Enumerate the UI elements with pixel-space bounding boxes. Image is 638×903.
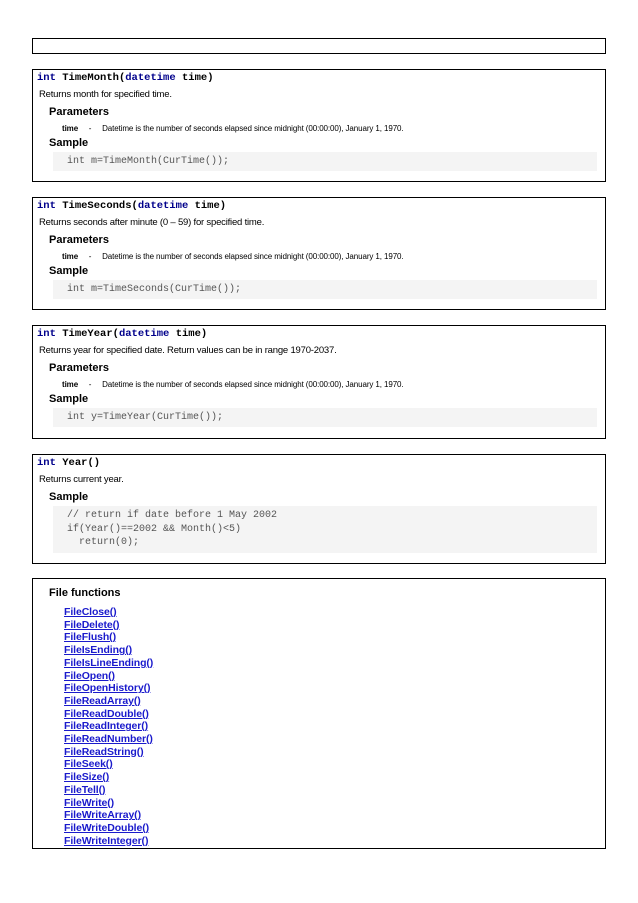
parameter-name: time: [62, 380, 79, 389]
function-description: Returns year for specified date. Return values can be in range 1970-2037.: [39, 345, 337, 356]
file-function-link[interactable]: FileDelete(): [64, 618, 120, 631]
return-type: int: [37, 200, 56, 212]
return-type: int: [37, 328, 56, 340]
function-block-timeseconds: [32, 197, 606, 310]
argument-type: datetime: [137, 200, 189, 212]
file-function-link[interactable]: FileReadArray(): [64, 694, 141, 707]
function-signature: int TimeSeconds(datetime time): [37, 200, 227, 212]
file-function-link[interactable]: FileReadString(): [64, 745, 144, 758]
parameter-name: time: [62, 252, 79, 261]
file-function-link[interactable]: FileSeek(): [64, 758, 113, 771]
function-description: Returns seconds after minute (0 – 59) for specified time.: [39, 217, 265, 228]
file-function-link[interactable]: FileReadNumber(): [64, 733, 153, 746]
parameters-heading: Parameters: [49, 106, 109, 118]
file-functions-box: [32, 578, 606, 849]
sample-code: // return if date before 1 May 2002 if(Year()==2002 && Month()<5) return(0);: [53, 506, 597, 553]
argument-name: time: [175, 328, 201, 340]
file-function-link[interactable]: FileFlush(): [64, 631, 116, 644]
function-signature: int TimeMonth(datetime time): [37, 72, 214, 84]
sample-heading: Sample: [49, 137, 89, 149]
sample-heading: Sample: [49, 265, 89, 277]
function-name: TimeSeconds: [62, 200, 132, 212]
parameter-description: Datetime is the number of seconds elapsed since midnight (00:00:00), January 1, 1970.: [102, 380, 404, 389]
file-functions-list: [33, 600, 605, 847]
sample-code: int m=TimeMonth(CurTime());: [53, 152, 597, 171]
function-block-timeyear: [32, 325, 606, 439]
function-name: TimeYear: [62, 328, 113, 340]
file-function-link[interactable]: FileClose(): [64, 606, 117, 618]
parameter-row: [33, 119, 605, 134]
file-function-link[interactable]: FileOpenHistory(): [64, 682, 151, 695]
file-function-link[interactable]: FileOpen(): [64, 669, 115, 682]
parameter-row: [33, 247, 605, 262]
sample-heading: Sample: [49, 491, 89, 503]
sample-code: int y=TimeYear(CurTime());: [53, 408, 597, 427]
sample-code: int m=TimeSeconds(CurTime());: [53, 280, 597, 299]
function-name: Year: [62, 457, 88, 469]
file-function-link[interactable]: FileWriteDouble(): [64, 821, 150, 834]
function-block-year: [32, 454, 606, 564]
file-function-link[interactable]: FileWrite(): [64, 796, 115, 809]
file-function-link[interactable]: FileReadInteger(): [64, 720, 149, 733]
return-type: int: [37, 457, 56, 469]
file-functions-heading: File functions: [49, 587, 121, 599]
parameter-description: Datetime is the number of seconds elapsed since midnight (00:00:00), January 1, 1970.: [102, 124, 404, 133]
file-function-link[interactable]: FileWriteArray(): [64, 809, 141, 822]
file-function-link[interactable]: FileWriteInteger(): [64, 834, 149, 847]
argument-type: datetime: [125, 72, 176, 84]
parameter-dash: -: [88, 124, 92, 133]
parameter-dash: -: [88, 252, 92, 261]
file-function-link[interactable]: FileSize(): [64, 771, 110, 784]
parameters-heading: Parameters: [49, 362, 109, 374]
function-block-timemonth: [32, 69, 606, 182]
file-function-link[interactable]: FileReadDouble(): [64, 707, 149, 720]
return-type: int: [37, 72, 56, 84]
parameter-row: [33, 375, 605, 390]
function-name: TimeMonth: [62, 72, 119, 84]
argument-name: time: [181, 72, 208, 84]
function-signature: int Year(): [37, 457, 101, 469]
file-function-link[interactable]: FileTell(): [64, 783, 106, 796]
parameters-heading: Parameters: [49, 234, 109, 246]
sample-heading: Sample: [49, 393, 89, 405]
file-function-link[interactable]: FileIsLineEnding(): [64, 656, 154, 669]
parameter-dash: -: [88, 380, 92, 389]
file-function-link[interactable]: FileIsEnding(): [64, 644, 133, 657]
function-description: Returns current year.: [39, 474, 124, 485]
argument-type: datetime: [118, 328, 170, 340]
parameter-name: time: [62, 124, 79, 133]
function-signature: int TimeYear(datetime time): [37, 328, 208, 340]
function-description: Returns month for specified time.: [39, 89, 172, 100]
empty-header-box: [32, 38, 606, 54]
parameter-description: Datetime is the number of seconds elapsed since midnight (00:00:00), January 1, 1970.: [102, 252, 404, 261]
argument-name: time: [194, 200, 220, 212]
